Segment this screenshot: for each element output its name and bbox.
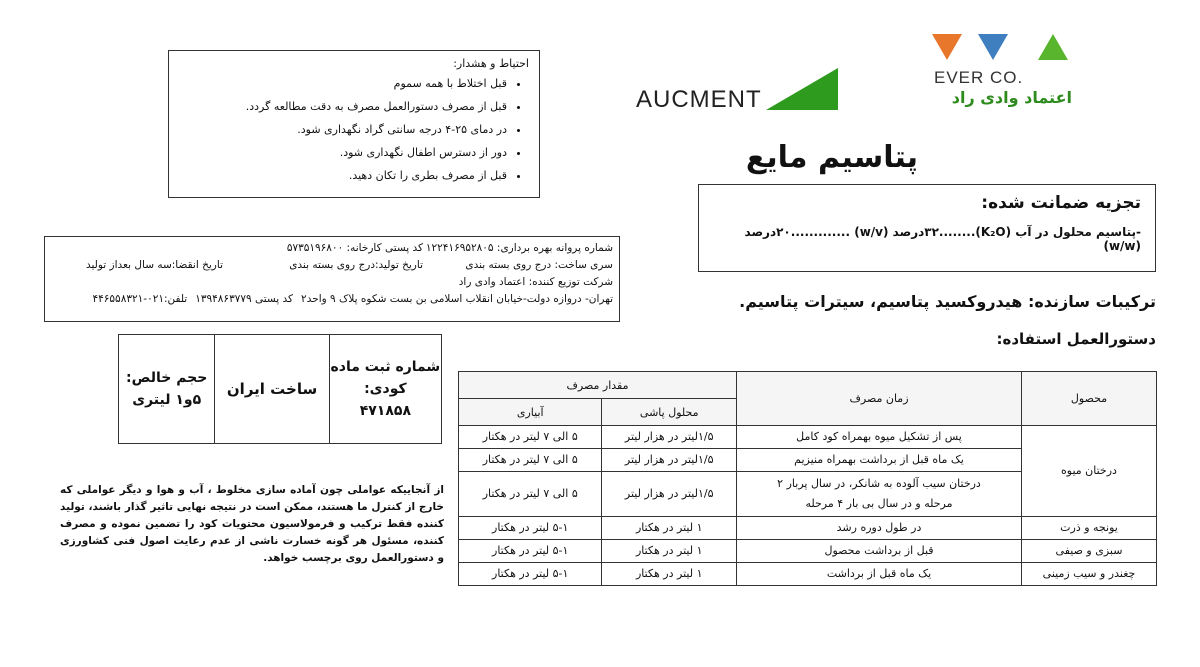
header-amount: مقدار مصرف (459, 372, 737, 399)
spray-cell: ۱ لیتر در هکتار (602, 563, 737, 586)
irrigation-cell: ۵-۱ لیتر در هکتار (459, 517, 602, 540)
usage-table (458, 371, 1157, 586)
warnings-heading: احتیاط و هشدار: (453, 57, 529, 70)
registration-label-2: کودی: (364, 381, 407, 397)
production-date: تاریخ تولید:درج روی بسته بندی (289, 259, 423, 271)
irrigation-cell: ۵ الی ۷ لیتر در هکتار (459, 426, 602, 449)
header-product: محصول (1022, 372, 1157, 426)
product-cell: چغندر و سیب زمینی (1022, 563, 1157, 586)
registration-label: شماره ثبت ماده (330, 359, 441, 375)
irrigation-cell: ۵ الی ۷ لیتر در هکتار (459, 449, 602, 472)
time-cell: قبل از برداشت محصول (737, 540, 1022, 563)
irrigation-cell: ۵-۱ لیتر در هکتار (459, 540, 602, 563)
registration-cell (329, 335, 441, 443)
table-row (459, 517, 1157, 540)
spray-cell: ۱/۵لیتر در هزار لیتر (602, 449, 737, 472)
table-header-row (459, 372, 1157, 399)
ever-tagline: اعتماد وادی راد (951, 88, 1072, 107)
spray-cell: ۱/۵لیتر در هزار لیتر (602, 426, 737, 449)
time-cell: پس از تشکیل میوه بهمراه کود کامل (737, 426, 1022, 449)
warnings-box (168, 50, 540, 198)
manufacturer-info-box (44, 236, 620, 322)
distributor: شرکت توزیع کننده: اعتماد وادی راد (458, 276, 613, 288)
table-row (459, 563, 1157, 586)
header-time: زمان مصرف (737, 372, 1022, 426)
composition-text: ترکیبات سازنده: هیدروکسید پتاسیم، سیترات پتاسیم. (739, 292, 1156, 311)
aucment-text: AUCMENT (636, 86, 762, 113)
net-volume-cell (119, 335, 214, 443)
time-cell-line: مرحله و در سال بی بار ۴ مرحله (805, 497, 953, 510)
phone: تلفن:۰۲۱-۴۴۶۵۵۸۳۲۱ (92, 293, 188, 305)
time-cell-line: درختان سیب آلوده به شانکر، در سال پربار ۲ (777, 477, 981, 490)
warning-item: • قبل اختلاط با همه سموم (179, 76, 507, 92)
guarantee-line: -پتاسیم محلول در آب (K₂O)........۳۲درصد (w/v) .............۲۰درصد (w/w) (744, 225, 1141, 253)
spray-cell: ۱ لیتر در هکتار (602, 540, 737, 563)
warning-item: • دور از دسترس اطفال نگهداری شود. (179, 145, 507, 161)
made-in-iran: ساخت ایران (226, 380, 318, 398)
registration-box (118, 334, 442, 444)
net-volume-label: حجم خالص: (126, 370, 208, 386)
spray-cell: ۱/۵لیتر در هزار لیتر (602, 472, 737, 517)
expiry-date: تاریخ انقضا:سه سال بعداز تولید (85, 259, 223, 271)
product-cell: یونجه و ذرت (1022, 517, 1157, 540)
warning-item: • قبل از مصرف دستورالعمل مصرف به دقت مطالعه گردد. (179, 99, 507, 115)
license-number: شماره پروانه بهره برداری: ۱۲۲۴۱۶۹۵۲۸۰۵ (425, 242, 613, 254)
irrigation-cell: ۵-۱ لیتر در هکتار (459, 563, 602, 586)
postal-code: کد پستی ۱۳۹۴۸۶۳۷۷۹ (195, 293, 294, 305)
warning-item: • در دمای ۲۵-۴ درجه سانتی گراد نگهداری شود. (179, 122, 507, 138)
net-volume-value: ۵و۱ لیتری (132, 392, 202, 408)
time-cell: یک ماه قبل از برداشت (737, 563, 1022, 586)
ever-text: EVER CO. (934, 68, 1024, 87)
time-cell: در طول دوره رشد (737, 517, 1022, 540)
registration-number: ۴۷۱۸۵۸ (359, 403, 411, 419)
instructions-title: دستورالعمل استفاده: (996, 330, 1156, 348)
table-row (459, 540, 1157, 563)
address: تهران- دروازه دولت-خیابان انقلاب اسلامی بن بست شکوه پلاک ۹ واحد۲ (301, 293, 613, 305)
warning-item: • قبل از مصرف بطری را تکان دهید. (179, 168, 507, 184)
ever-logo (928, 32, 1078, 112)
workshop-postal-code: کد پستی کارخانه: ۵۷۳۵۱۹۶۸۰۰ (286, 242, 423, 254)
spray-cell: ۱ لیتر در هکتار (602, 517, 737, 540)
product-cell: سبزی و صیفی (1022, 540, 1157, 563)
header-irrigation: آبیاری (459, 399, 602, 426)
made-in-cell (214, 335, 328, 443)
header-spray: محلول پاشی (602, 399, 737, 426)
table-row (459, 426, 1157, 449)
guaranteed-analysis-box (698, 184, 1156, 272)
disclaimer-text: از آنجاییکه عواملی چون آماده سازی مخلوط ، آب و هوا و دیگر عواملی که خارج از کنترل ما هستند، ممکن است در نتیجه نهایی تاثیر گذار باشند، تولید کننده فقط ترکیب و فرمولاسیون محتویات کود را تضمین نموده و مصرف کننده، مسئول هر گونه خسارت ناشی از عدم رعایت اصول فنی کشاورزی و دستورالعمل روی برچسب خواهد. (60, 484, 444, 564)
product-title: پتاسیم مایع (745, 140, 918, 175)
time-cell: یک ماه قبل از برداشت بهمراه منیزیم (737, 449, 1022, 472)
product-fruit-trees: درختان میوه (1022, 426, 1157, 517)
guarantee-title: تجزیه ضمانت شده: (981, 193, 1141, 213)
aucment-logo (636, 68, 841, 112)
batch-series: سری ساخت: درج روی بسته بندی (465, 259, 613, 271)
irrigation-cell: ۵ الی ۷ لیتر در هکتار (459, 472, 602, 517)
warnings-list (179, 76, 529, 184)
time-cell (737, 472, 1022, 517)
ever-triangles-icon (932, 32, 1072, 66)
aucment-swoosh-icon (766, 68, 841, 112)
